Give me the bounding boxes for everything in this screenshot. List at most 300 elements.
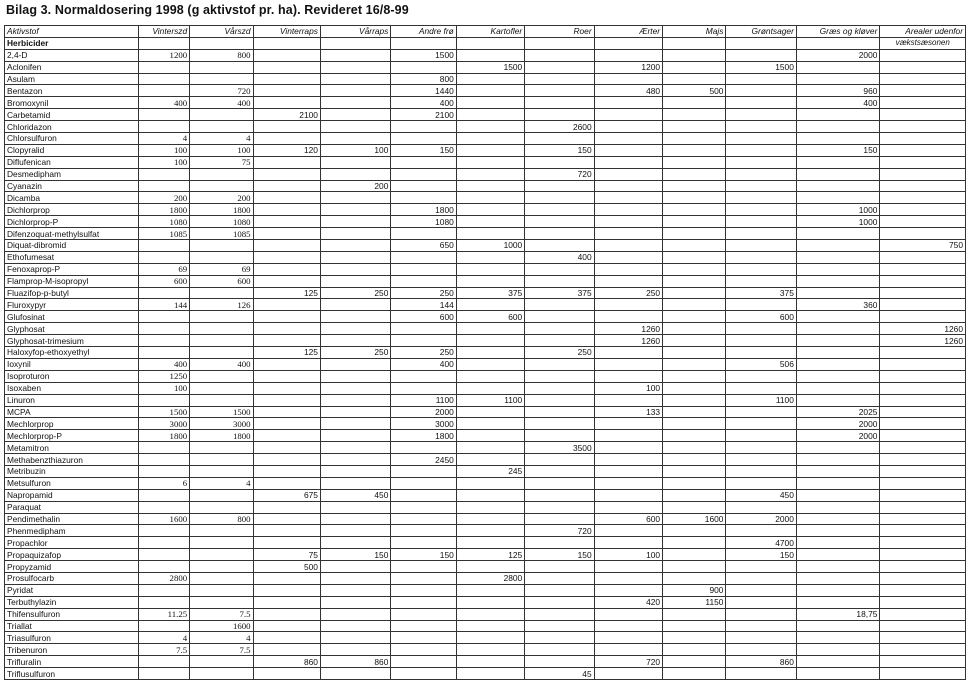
dosage-cell	[796, 644, 880, 656]
substance-name: Metribuzin	[5, 465, 139, 477]
dosage-cell: 600	[190, 275, 253, 287]
dosage-cell	[726, 133, 796, 145]
dosage-cell	[525, 216, 594, 228]
dosage-cell	[320, 204, 390, 216]
substance-name: Terbuthylazin	[5, 596, 139, 608]
table-row	[5, 168, 966, 180]
dosage-cell	[594, 311, 662, 323]
dosage-cell: 11.25	[138, 608, 189, 620]
dosage-cell	[391, 228, 456, 240]
dosage-cell	[663, 501, 726, 513]
dosage-cell	[880, 287, 966, 299]
dosage-cell: 420	[594, 596, 662, 608]
substance-name: Dicamba	[5, 192, 139, 204]
dosage-cell	[525, 358, 594, 370]
dosage-cell	[796, 572, 880, 584]
dosage-cell	[726, 668, 796, 680]
dosage-cell	[796, 156, 880, 168]
dosage-cell	[190, 656, 253, 668]
dosage-cell	[190, 251, 253, 263]
dosage-cell: 150	[525, 549, 594, 561]
dosage-cell: 2000	[796, 430, 880, 442]
dosage-cell	[663, 121, 726, 133]
dosage-cell	[663, 251, 726, 263]
section-note: vækstsæsonen	[880, 37, 966, 49]
dosage-cell	[880, 204, 966, 216]
dosage-cell	[594, 454, 662, 466]
table-row	[5, 394, 966, 406]
dosage-cell	[190, 323, 253, 335]
dosage-cell	[190, 668, 253, 680]
dosage-cell	[880, 49, 966, 61]
dosage-cell	[391, 370, 456, 382]
dosage-cell	[456, 156, 524, 168]
table-row	[5, 299, 966, 311]
dosage-cell	[525, 584, 594, 596]
dosage-cell	[594, 620, 662, 632]
dosage-cell	[253, 168, 320, 180]
substance-name: Diflufenican	[5, 156, 139, 168]
table-row	[5, 85, 966, 97]
dosage-cell	[253, 121, 320, 133]
dosage-cell	[726, 228, 796, 240]
table-row	[5, 275, 966, 287]
dosage-cell	[456, 501, 524, 513]
substance-name: Tribenuron	[5, 644, 139, 656]
dosage-cell	[525, 73, 594, 85]
dosage-cell	[594, 394, 662, 406]
dosage-cell	[525, 501, 594, 513]
dosage-cell	[138, 73, 189, 85]
dosage-cell: 2450	[391, 454, 456, 466]
dosage-cell: 860	[726, 656, 796, 668]
dosage-cell	[663, 144, 726, 156]
dosage-cell	[594, 442, 662, 454]
dosage-cell	[391, 180, 456, 192]
dosage-cell: 1600	[138, 513, 189, 525]
dosage-cell	[320, 168, 390, 180]
dosage-cell	[726, 144, 796, 156]
column-header: Kartofler	[456, 26, 524, 38]
dosage-cell: 1260	[880, 323, 966, 335]
dosage-cell	[880, 442, 966, 454]
dosage-cell	[663, 477, 726, 489]
dosage-cell: 450	[320, 489, 390, 501]
dosage-cell	[253, 442, 320, 454]
table-row	[5, 61, 966, 73]
dosage-cell	[663, 358, 726, 370]
dosage-cell	[391, 513, 456, 525]
dosage-cell	[880, 525, 966, 537]
dosage-cell	[253, 608, 320, 620]
dosage-cell: 600	[138, 275, 189, 287]
dosage-cell: 2000	[726, 513, 796, 525]
dosage-cell	[391, 561, 456, 573]
substance-name: Linuron	[5, 394, 139, 406]
dosage-cell	[663, 572, 726, 584]
dosage-cell	[594, 180, 662, 192]
table-row	[5, 608, 966, 620]
dosage-cell	[880, 121, 966, 133]
dosage-cell: 506	[726, 358, 796, 370]
dosage-cell	[320, 584, 390, 596]
table-row	[5, 561, 966, 573]
dosage-cell	[456, 406, 524, 418]
dosage-cell	[663, 370, 726, 382]
dosage-cell	[796, 323, 880, 335]
dosage-cell: 480	[594, 85, 662, 97]
dosage-cell	[391, 442, 456, 454]
dosage-cell	[253, 251, 320, 263]
dosage-cell: 400	[138, 97, 189, 109]
dosage-cell: 720	[594, 656, 662, 668]
dosage-cell	[594, 49, 662, 61]
dosage-cell	[663, 656, 726, 668]
substance-name: Desmedipham	[5, 168, 139, 180]
dosage-cell: 1800	[391, 430, 456, 442]
dosage-cell: 150	[525, 144, 594, 156]
dosage-cell	[320, 513, 390, 525]
dosage-cell	[880, 85, 966, 97]
dosage-cell	[456, 144, 524, 156]
dosage-cell	[796, 596, 880, 608]
dosage-cell	[663, 216, 726, 228]
dosage-cell: 250	[391, 347, 456, 359]
dosage-cell: 860	[320, 656, 390, 668]
dosage-cell: 800	[190, 513, 253, 525]
dosage-cell	[663, 228, 726, 240]
dosage-cell: 3000	[391, 418, 456, 430]
dosage-cell	[880, 299, 966, 311]
dosage-cell	[663, 525, 726, 537]
dosage-cell	[663, 382, 726, 394]
dosage-cell	[663, 632, 726, 644]
dosage-cell	[525, 465, 594, 477]
dosage-cell	[190, 121, 253, 133]
dosage-cell	[796, 275, 880, 287]
dosage-cell: 125	[253, 347, 320, 359]
table-row	[5, 513, 966, 525]
dosage-cell	[594, 430, 662, 442]
dosage-cell	[320, 109, 390, 121]
dosage-cell	[796, 133, 880, 145]
substance-name: Chlorsulfuron	[5, 133, 139, 145]
dosage-cell	[190, 596, 253, 608]
dosage-cell	[391, 192, 456, 204]
dosage-cell	[880, 644, 966, 656]
dosage-cell	[880, 608, 966, 620]
dosage-cell	[190, 382, 253, 394]
dosage-cell: 1100	[456, 394, 524, 406]
substance-name: Thifensulfuron	[5, 608, 139, 620]
dosage-cell	[663, 204, 726, 216]
dosage-cell	[253, 632, 320, 644]
dosage-cell	[391, 61, 456, 73]
dosage-cell	[663, 263, 726, 275]
dosage-cell: 1800	[138, 430, 189, 442]
dosage-cell	[391, 382, 456, 394]
dosage-cell	[726, 204, 796, 216]
substance-name: Propyzamid	[5, 561, 139, 573]
column-header: Majs	[663, 26, 726, 38]
dosage-cell	[726, 430, 796, 442]
dosage-cell: 375	[456, 287, 524, 299]
dosage-cell	[594, 537, 662, 549]
dosage-cell	[880, 561, 966, 573]
dosage-cell: 250	[594, 287, 662, 299]
dosage-cell	[320, 370, 390, 382]
dosage-cell	[525, 156, 594, 168]
dosage-cell: 720	[525, 168, 594, 180]
dosage-cell: 120	[253, 144, 320, 156]
substance-name: Dichlorprop-P	[5, 216, 139, 228]
dosage-cell	[253, 311, 320, 323]
dosage-cell	[880, 192, 966, 204]
table-row	[5, 537, 966, 549]
dosage-cell: 4	[190, 133, 253, 145]
dosage-cell: 75	[190, 156, 253, 168]
table-row	[5, 216, 966, 228]
dosage-cell	[190, 180, 253, 192]
column-header: Græs og kløver	[796, 26, 880, 38]
dosage-cell	[525, 275, 594, 287]
dosage-cell	[253, 49, 320, 61]
dosage-cell	[796, 525, 880, 537]
table-row	[5, 442, 966, 454]
header-row	[5, 26, 966, 38]
dosage-cell	[726, 347, 796, 359]
dosage-cell	[320, 406, 390, 418]
table-row	[5, 370, 966, 382]
dosage-cell	[726, 418, 796, 430]
table-row	[5, 311, 966, 323]
dosage-cell	[663, 73, 726, 85]
table-row	[5, 382, 966, 394]
dosage-cell	[796, 121, 880, 133]
dosage-cell	[456, 347, 524, 359]
dosage-cell	[726, 240, 796, 252]
dosage-cell: 3000	[190, 418, 253, 430]
dosage-cell	[796, 228, 880, 240]
dosage-cell	[456, 644, 524, 656]
dosage-cell: 1800	[190, 204, 253, 216]
dosage-cell	[525, 323, 594, 335]
dosage-cell	[320, 572, 390, 584]
substance-name: Cyanazin	[5, 180, 139, 192]
dosage-cell: 1150	[663, 596, 726, 608]
dosage-cell	[726, 572, 796, 584]
dosage-cell	[594, 525, 662, 537]
dosage-cell	[320, 501, 390, 513]
dosage-cell	[320, 73, 390, 85]
dosage-cell	[663, 644, 726, 656]
dosage-cell	[320, 561, 390, 573]
dosage-cell	[594, 73, 662, 85]
dosage-cell	[253, 465, 320, 477]
dosage-cell	[796, 335, 880, 347]
dosage-cell: 400	[525, 251, 594, 263]
dosage-cell	[663, 240, 726, 252]
dosage-cell	[456, 263, 524, 275]
dosage-cell	[320, 240, 390, 252]
dosage-cell	[663, 454, 726, 466]
dosage-cell: 1085	[138, 228, 189, 240]
dosage-cell	[663, 394, 726, 406]
dosage-cell	[320, 275, 390, 287]
dosage-cell	[138, 61, 189, 73]
dosage-cell	[880, 228, 966, 240]
dosage-cell	[726, 561, 796, 573]
dosage-cell	[320, 85, 390, 97]
dosage-cell	[880, 156, 966, 168]
dosage-cell	[253, 477, 320, 489]
substance-name: 2,4-D	[5, 49, 139, 61]
substance-name: Mechlorprop-P	[5, 430, 139, 442]
column-header: Vårraps	[320, 26, 390, 38]
substance-name: Fluazifop-p-butyl	[5, 287, 139, 299]
dosage-cell: 75	[253, 549, 320, 561]
dosage-cell	[663, 347, 726, 359]
dosage-cell	[525, 299, 594, 311]
dosage-cell: 4	[138, 133, 189, 145]
dosage-cell	[726, 323, 796, 335]
dosage-cell	[525, 561, 594, 573]
column-header: Vårszd	[190, 26, 253, 38]
dosage-cell: 1000	[796, 216, 880, 228]
dosage-cell: 960	[796, 85, 880, 97]
dosage-cell: 200	[320, 180, 390, 192]
dosage-cell	[190, 584, 253, 596]
dosage-cell	[320, 525, 390, 537]
dosage-cell	[726, 382, 796, 394]
dosage-cell	[456, 49, 524, 61]
dosage-cell	[525, 454, 594, 466]
dosage-cell	[663, 561, 726, 573]
dosage-cell	[138, 347, 189, 359]
dosage-cell	[391, 644, 456, 656]
dosage-cell	[391, 525, 456, 537]
column-header: Ærter	[594, 26, 662, 38]
dosage-cell	[796, 620, 880, 632]
dosage-cell: 1600	[190, 620, 253, 632]
dosage-cell	[796, 73, 880, 85]
dosage-cell	[138, 549, 189, 561]
dosage-cell	[525, 228, 594, 240]
dosage-cell	[796, 477, 880, 489]
dosage-cell	[190, 465, 253, 477]
dosage-cell	[190, 73, 253, 85]
dosage-cell	[320, 49, 390, 61]
dosage-cell	[138, 501, 189, 513]
dosage-cell: 2100	[391, 109, 456, 121]
dosage-cell	[726, 335, 796, 347]
dosage-cell	[456, 180, 524, 192]
dosage-cell	[880, 406, 966, 418]
dosage-cell: 7.5	[190, 608, 253, 620]
dosage-cell	[880, 513, 966, 525]
table-row	[5, 584, 966, 596]
dosage-cell: 800	[391, 73, 456, 85]
dosage-cell	[253, 572, 320, 584]
dosage-cell	[525, 537, 594, 549]
dosage-cell	[253, 596, 320, 608]
column-header: Aktivstof	[5, 26, 139, 38]
table-row	[5, 430, 966, 442]
dosage-cell: 2000	[391, 406, 456, 418]
table-row	[5, 335, 966, 347]
dosage-cell	[880, 168, 966, 180]
dosage-cell	[880, 370, 966, 382]
dosage-cell	[253, 263, 320, 275]
dosage-cell	[796, 180, 880, 192]
dosage-cell	[726, 454, 796, 466]
substance-name: Aclonifen	[5, 61, 139, 73]
dosage-cell	[253, 454, 320, 466]
dosage-cell	[456, 192, 524, 204]
dosage-cell	[880, 668, 966, 680]
dosage-cell: 7.5	[190, 644, 253, 656]
dosage-cell	[253, 370, 320, 382]
dosage-cell: 45	[525, 668, 594, 680]
dosage-cell: 250	[391, 287, 456, 299]
dosage-cell	[663, 156, 726, 168]
dosage-cell	[880, 216, 966, 228]
dosage-cell: 200	[190, 192, 253, 204]
dosage-cell	[594, 561, 662, 573]
dosage-cell	[320, 121, 390, 133]
dosage-cell	[253, 430, 320, 442]
dosage-cell	[391, 501, 456, 513]
dosage-cell	[594, 263, 662, 275]
dosage-cell	[663, 335, 726, 347]
dosage-cell: 1200	[138, 49, 189, 61]
dosage-cell	[663, 537, 726, 549]
table-row	[5, 73, 966, 85]
dosage-cell	[138, 85, 189, 97]
dosage-cell	[138, 525, 189, 537]
dosage-cell	[253, 382, 320, 394]
dosage-cell: 900	[663, 584, 726, 596]
dosage-cell	[594, 501, 662, 513]
dosage-cell: 4700	[726, 537, 796, 549]
dosage-cell	[253, 620, 320, 632]
dosage-cell	[525, 596, 594, 608]
dosage-cell	[525, 513, 594, 525]
dosage-cell	[594, 275, 662, 287]
dosage-cell	[594, 572, 662, 584]
dosage-cell	[138, 287, 189, 299]
dosage-cell	[456, 561, 524, 573]
dosage-cell	[525, 85, 594, 97]
substance-name: Asulam	[5, 73, 139, 85]
table-row	[5, 596, 966, 608]
table-row	[5, 525, 966, 537]
dosage-cell	[320, 311, 390, 323]
table-row	[5, 109, 966, 121]
dosage-cell	[880, 144, 966, 156]
dosage-cell: 144	[138, 299, 189, 311]
dosage-cell	[391, 251, 456, 263]
dosage-cell	[525, 133, 594, 145]
dosage-cell: 450	[726, 489, 796, 501]
dosage-cell	[594, 240, 662, 252]
dosage-cell	[190, 311, 253, 323]
dosage-cell	[320, 156, 390, 168]
dosage-cell: 2100	[253, 109, 320, 121]
dosage-cell	[726, 275, 796, 287]
dosage-cell	[138, 121, 189, 133]
dosage-cell: 500	[253, 561, 320, 573]
